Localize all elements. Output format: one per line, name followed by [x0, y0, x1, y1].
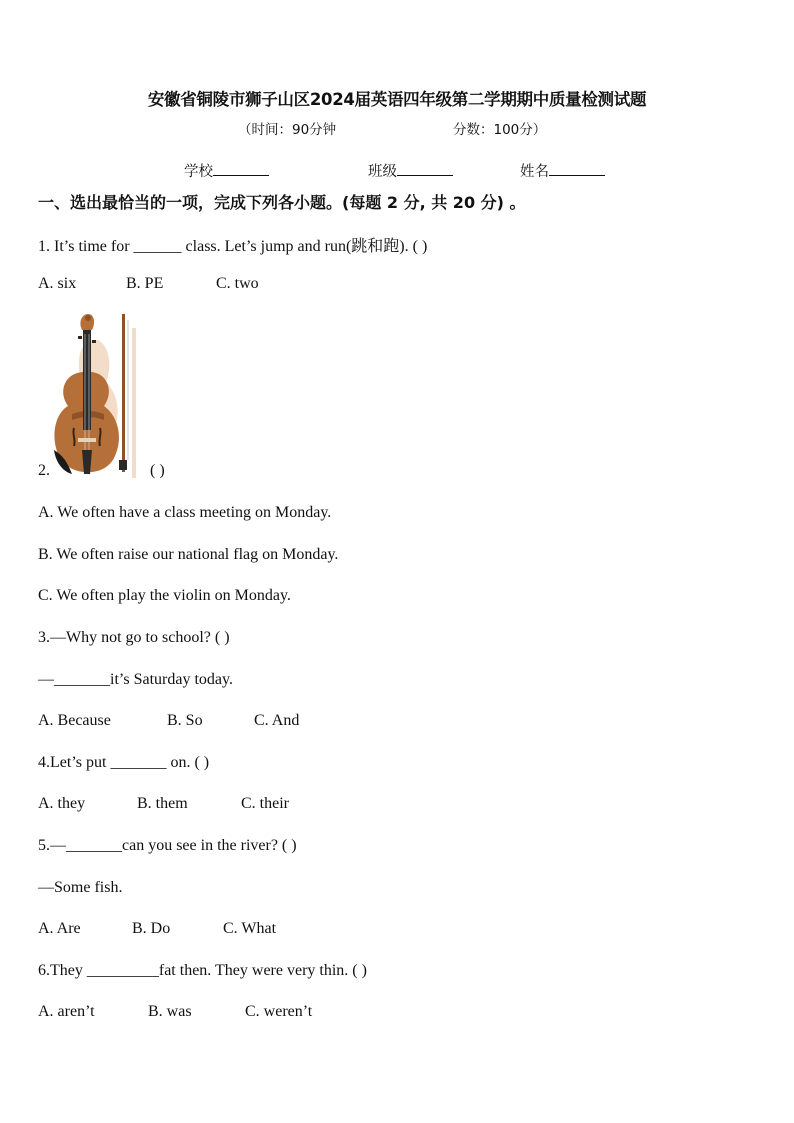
q6-option-c: C. weren’t — [245, 1003, 313, 1020]
name-field — [520, 160, 605, 181]
violin-image — [48, 310, 144, 482]
q3-option-a: A. Because — [38, 712, 111, 729]
page-title: 安徽省铜陵市狮子山区2024届英语四年级第二学期期中质量检测试题 — [147, 90, 647, 109]
q1-option-b: B. PE — [126, 275, 164, 292]
violin-icon — [48, 310, 144, 482]
exam-time: （时间：90分钟 — [238, 122, 337, 138]
q4-option-b: B. them — [137, 795, 188, 812]
name-blank — [549, 161, 605, 176]
exam-score: 分数：100分） — [453, 122, 547, 138]
q3-option-c: C. And — [254, 712, 300, 729]
q2-option-c: C. We often play the violin on Monday. — [38, 587, 291, 604]
q6-option-b: B. was — [148, 1003, 192, 1020]
section-heading: 一、选出最恰当的一项，完成下列各小题。(每题 2 分, 共 20 分) 。 — [38, 193, 526, 212]
q5-option-a: A. Are — [38, 920, 81, 937]
school-label: 学校 — [184, 164, 213, 180]
school-field — [184, 160, 269, 181]
name-label: 姓名 — [520, 164, 549, 180]
q4-option-c: C. their — [241, 795, 289, 812]
class-label: 班级 — [368, 164, 397, 180]
q5-option-b: B. Do — [132, 920, 171, 937]
question-2-answer-paren: ( ) — [150, 462, 165, 479]
question-6-stem: 6.They _________fat then. They were very thin. ( ) — [38, 962, 367, 979]
question-5-reply: —Some fish. — [38, 879, 123, 896]
school-blank — [213, 161, 269, 176]
q5-option-c: C. What — [223, 920, 277, 937]
question-3-reply: —_______it’s Saturday today. — [38, 671, 233, 688]
question-3-stem: 3.—Why not go to school? ( ) — [38, 629, 230, 646]
q6-option-a: A. aren’t — [38, 1003, 95, 1020]
q2-option-a: A. We often have a class meeting on Monday. — [38, 504, 332, 521]
q3-option-b: B. So — [167, 712, 203, 729]
q4-option-a: A. they — [38, 795, 86, 812]
question-4-stem: 4.Let’s put _______ on. ( ) — [38, 754, 210, 771]
class-blank — [397, 161, 453, 176]
question-5-stem: 5.—_______can you see in the river? ( ) — [38, 837, 297, 854]
question-1-stem: 1. It’s time for ______ class. Let’s jump and run(跳和跑). ( ) — [38, 238, 428, 255]
q1-option-c: C. two — [216, 275, 259, 292]
q2-option-b: B. We often raise our national flag on Monday. — [38, 546, 339, 563]
class-field — [368, 160, 453, 181]
question-2-number: 2. — [38, 462, 50, 479]
q1-option-a: A. six — [38, 275, 77, 292]
